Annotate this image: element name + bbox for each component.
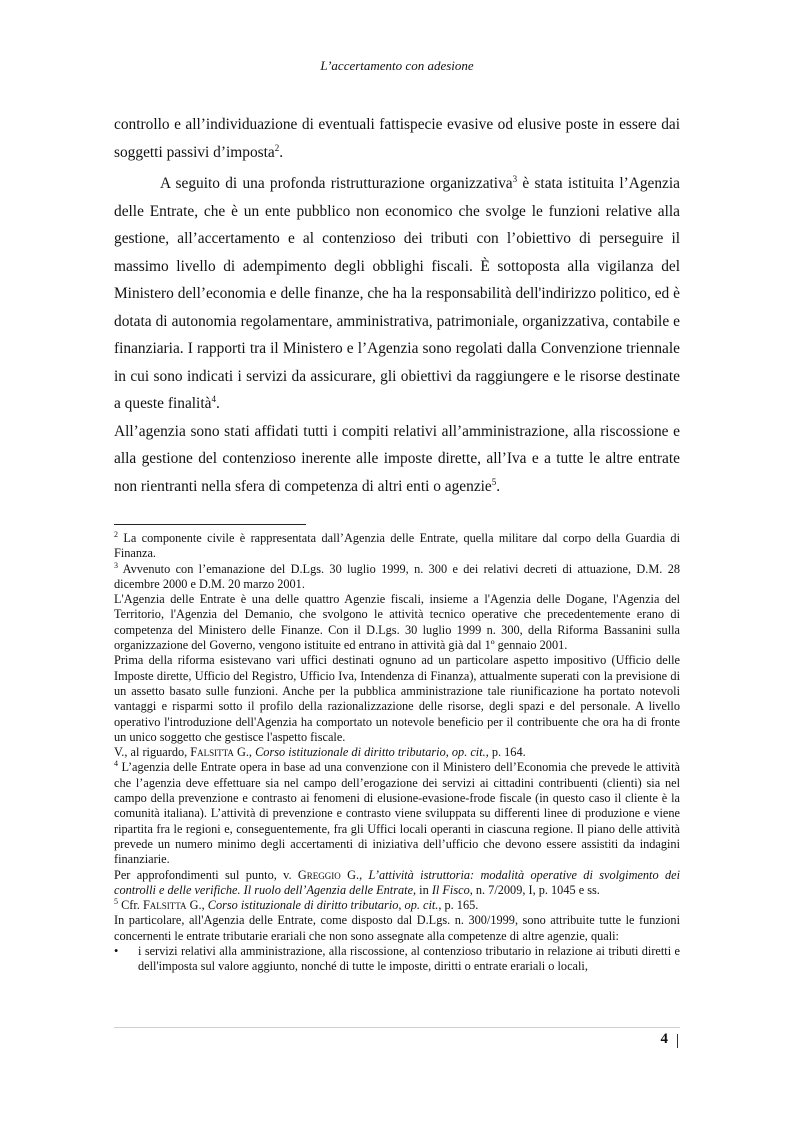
footnote-ref-3[interactable]: 3 <box>512 173 518 184</box>
footnote-ref-2[interactable]: 2 <box>274 142 280 153</box>
footnote-3-paragraph-3: Prima della riforma esistevano vari uffici destinati ognuno ad un particolare aspetto impositivo (Ufficio delle Imposte dirette, Ufficio del Registro, Ufficio Iva, Intendenza di Finanza), attualmente superati con la previsione di un assetto basato sulle funzioni. Anche per la pubblica amministrazione tale riunificazione ha portato notevoli vantaggi e risparmi sotto il profilo della razionalizzazione delle risorse, degli spazi e del personale. A livello operativo l'introduzione dell'Agenzia ha comportato un notevole beneficio per il contribuente che ora ha di fronte un unico soggetto che gestisce l'aspetto fiscale. <box>114 653 680 744</box>
footnote-4: $^4$ L’agenzia delle Entrate opera in base ad una convenzione con il Ministero dell’Economia che prevede le attività che l’agenzia deve effettuare sia nel campo dell’erogazione dei servizi ai cittadini contribuenti (clienti) sia nel campo della prevenzione e contrasto ai fenomeni di elusione-evasione-frode fiscale (in questo caso il cliente è la comunità italiana). L’attività di prevenzione e contrasto viene sviluppata su differenti linee di produzione e viene ripartita fra le regioni e, conseguentemente, fra gli Uffici locali operanti in ciascuna regione. Il piano delle attività prevede un numero minimo degli accertamenti di iniziativa dell’ufficio che devono essere assistiti da indagini finanziarie. <box>114 759 680 867</box>
book-title: Corso istituzionale di diritto tributario <box>207 898 399 913</box>
page-number-divider <box>677 1034 678 1048</box>
article-title: L’attività istruttoria: modalità operative di svolgimento dei controlli e delle verifiche. Il ruolo dell’Agenzia delle Entrate, <box>114 867 680 897</box>
footnote-5-paragraph-2: In particolare, all'Agenzia delle Entrate, come disposto dal D.Lgs. n. 300/1999, sono attribuite tutte le funzioni concernenti le entrate tributarie erariali che non sono assegnate alla competenze di altre agenzie, quali: <box>114 913 680 943</box>
body-paragraph-1: controllo e all’individuazione di eventuali fattispecie evasive od elusive poste in essere dai soggetti passivi d’imposta$^2$. <box>114 116 680 161</box>
body-paragraph-2: A seguito di una profonda ristrutturazione organizzativa$^3$ è stata istituita l’Agenzia delle Entrate, che è un ente pubblico non economico che svolge le funzioni relative alla gestione, all’accertamento e al contenzioso dei tributi con l’obiettivo di perseguire il massimo livello di adempimento degli obblighi fiscali. È sottoposta alla vigilanza del Ministero dell’economia e delle finanze, che ha la responsabilità dell'indirizzo politico, ed è dotata di autonomia regolamentare, amministrativa, patrimoniale, organizzativa, contabile e finanziaria. I rapporti tra il Ministero e l’Agenzia sono regolati dalla Convenzione triennale in cui sono indicati i servizi da assicurare, gli obiettivi da raggiungere e le risorse destinate a queste finalità$^4$. <box>114 173 680 412</box>
footnote-3-paragraph-2: L'Agenzia delle Entrate è una delle quattro Agenzie fiscali, insieme a l'Agenzia delle Dogane, l'Agenzia del Territorio, l'Agenzia del Demanio, che svolgono le attività tecnico operative che precedentemente erano di competenza del Ministero delle Finanze. Con il D.Lgs. 30 luglio 1999 n. 300, della Riforma Bassanini sulla organizzazione del Governo, vengono istituite ed entrano in attività già dal 1º gennaio 2001. <box>114 592 680 653</box>
footnote-separator <box>114 524 306 525</box>
footnote-5-list <box>114 944 680 975</box>
footer-separator <box>114 1027 680 1028</box>
journal-title: Il Fisco <box>431 882 470 897</box>
main-text <box>114 111 680 500</box>
page-number: 4 <box>660 1031 668 1047</box>
footnote-5: $^5$ Cfr. Falsitta G., Corso istituzionale di diritto tributario, op. cit., p. 165. <box>114 897 479 913</box>
author-name: Falsitta <box>190 745 234 760</box>
footnote-2: $^2$ La componente civile è rappresentata dall’Agenzia delle Entrate, quella militare dal corpo della Guardia di Finanza. <box>114 529 680 561</box>
footnote-ref-4[interactable]: 4 <box>211 393 216 404</box>
footnote-3-citation: V., al riguardo, Falsitta G., Corso istituzionale di diritto tributario, op. cit., p. 164. <box>114 745 526 760</box>
list-item: • i servizi relativi alla amministrazione, alla riscossione, al contenzioso tributario in relazione ai tributi diretti e dell'imposta sul valore aggiunto, nonché di tutte le imposte, diritti o entrate erariali o locali, <box>114 944 680 974</box>
footnotes <box>114 531 680 975</box>
running-header: L’accertamento con adesione <box>320 58 474 73</box>
footnote-ref-5[interactable]: 5 <box>491 476 497 487</box>
footnote-4-citation: Per approfondimenti sul punto, v. Greggio G., L’attività istruttoria: modalità operative di svolgimento dei controlli e delle verifiche. Il ruolo dell’Agenzia delle Entrate, in Il Fisco, n. 7/2009, I, p. 1045 e ss. <box>114 867 680 897</box>
footnote-3: $^3$ Avvenuto con l’emanazione del D.Lgs. 30 luglio 1999, n. 300 e dei relativi decreti di attuazione, D.M. 28 dicembre 2000 e D.M. 20 marzo 2001. <box>114 560 680 591</box>
book-title: Corso istituzionale di diritto tributario <box>255 745 446 760</box>
body-paragraph-3: All’agenzia sono stati affidati tutti i compiti relativi all’amministrazione, alla riscossione e alla gestione del contenzioso inerente alle imposte dirette, all’Iva e a tutte le altre entrate non rientranti nella sfera di competenza di altri enti o agenzie$^5$. <box>114 422 680 495</box>
author-name: Greggio <box>297 867 341 882</box>
bullet-icon: • <box>114 944 119 959</box>
author-name: Falsitta <box>142 898 187 913</box>
